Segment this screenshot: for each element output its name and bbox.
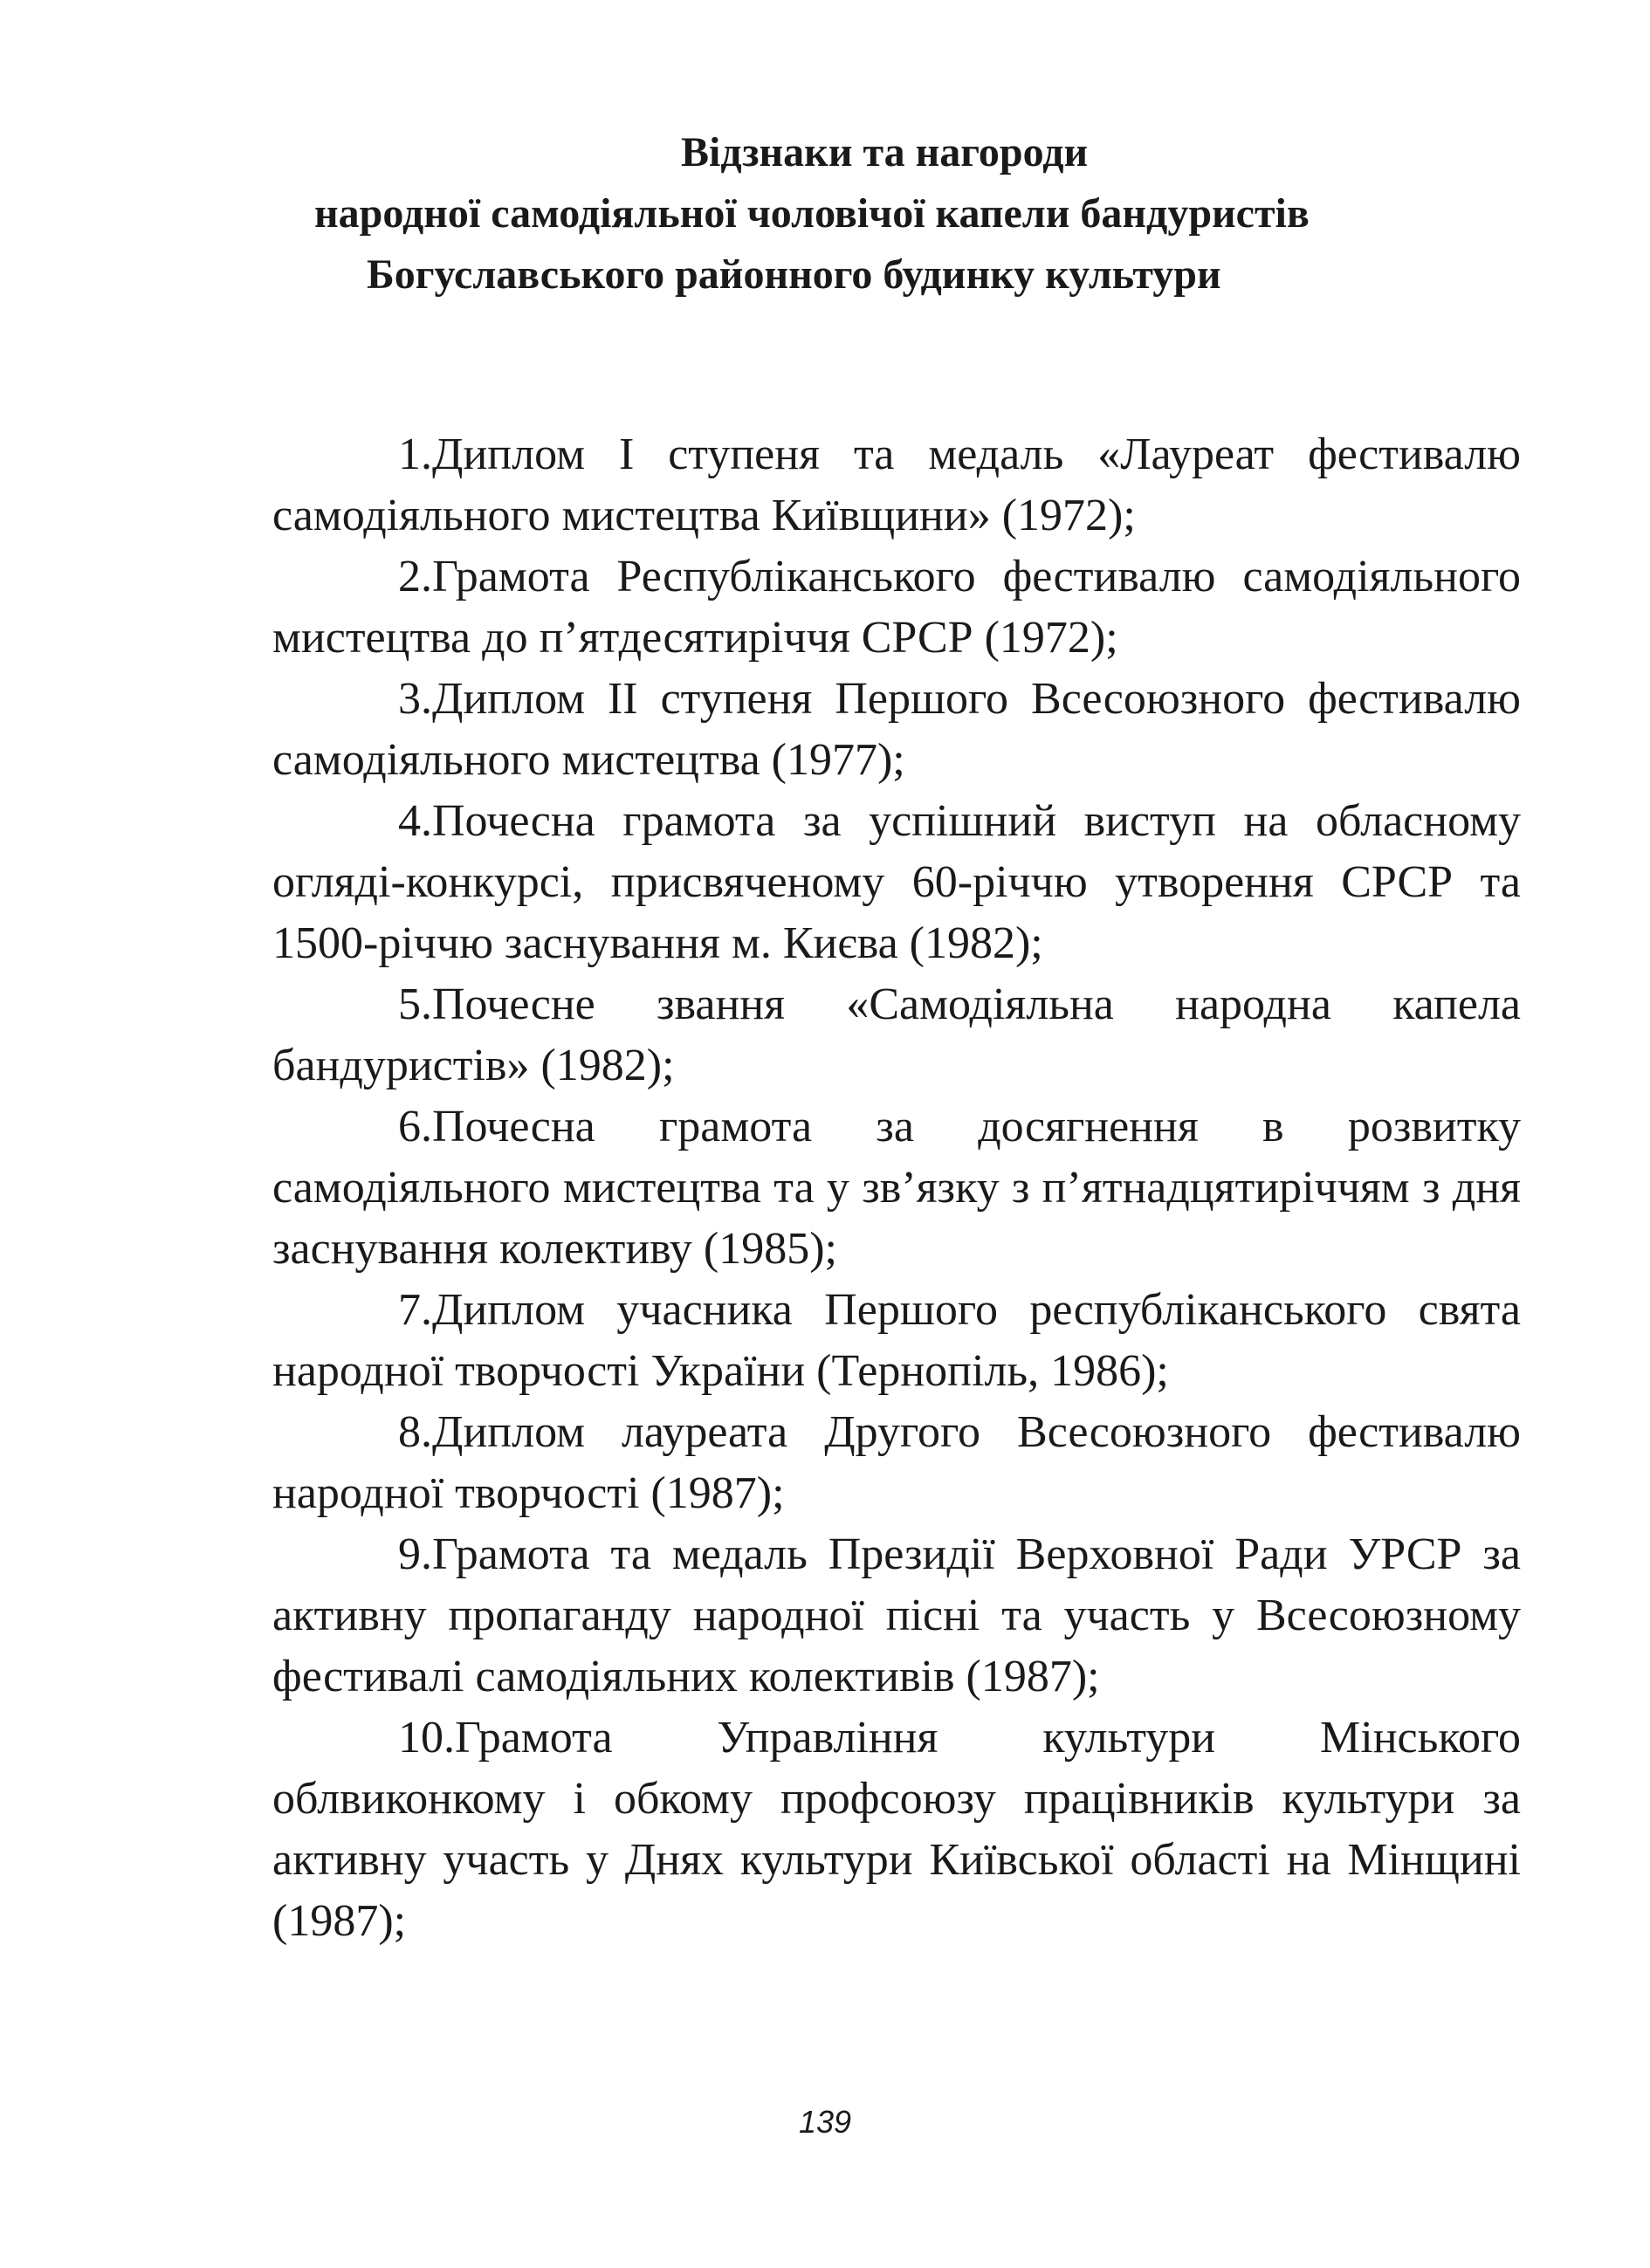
- list-item: [272, 1280, 1521, 1402]
- list-item-number: 9.: [398, 1529, 432, 1579]
- list-item-number: 3.: [398, 674, 432, 724]
- list-item-number: 7.: [398, 1285, 432, 1335]
- list-item: [272, 669, 1521, 791]
- list-item-number: 6.: [398, 1102, 432, 1151]
- list-item: [272, 1708, 1521, 1952]
- list-item: [272, 791, 1521, 974]
- page-number: 139: [798, 2104, 852, 2140]
- list-item: [272, 1096, 1521, 1280]
- list-item-number: 8.: [398, 1407, 432, 1457]
- list-item-number: 1.: [398, 430, 432, 479]
- list-item-text: Диплом учасника Першого республіканського свята народної творчості України (Тернопіль, 1986);: [272, 1285, 1521, 1396]
- list-item-text: Грамота Республіканського фестивалю самодіяльного мистецтва до п’ятдесятиріччя СРСР (1972);: [272, 552, 1521, 663]
- awards-list: [272, 424, 1521, 1952]
- list-item: [272, 424, 1521, 546]
- list-item: [272, 546, 1521, 669]
- title-line-1: Відзнаки та нагороди: [681, 129, 1089, 175]
- list-item-number: 10.: [398, 1713, 455, 1763]
- list-item-text: Диплом лауреата Другого Всесоюзного фестивалю народної творчості (1987);: [272, 1407, 1521, 1518]
- title-line-3: Богуславського районного будинку культури: [367, 251, 1221, 298]
- list-item-number: 5.: [398, 979, 432, 1029]
- list-item-text: Почесна грамота за успішний виступ на обласному огляді-конкурсі, присвяченому 60-річчю утворення СРСР та 1500-річчю заснування м. Києва (1982);: [272, 796, 1521, 968]
- list-item-number: 4.: [398, 796, 432, 846]
- list-item: [272, 1524, 1521, 1708]
- list-item-number: 2.: [398, 552, 432, 601]
- list-item-text: Диплом І ступеня та медаль «Лауреат фестивалю самодіяльного мистецтва Київщини» (1972);: [272, 430, 1521, 540]
- list-item-text: Почесне звання «Самодіяльна народна капела бандуристів» (1982);: [272, 979, 1521, 1090]
- list-item-text: Грамота Управління культури Мінського облвиконкому і обкому профсоюзу працівників культури за активну участь у Днях культури Київської області на Мінщині (1987);: [272, 1713, 1521, 1946]
- list-item: [272, 1402, 1521, 1524]
- list-item: [272, 974, 1521, 1096]
- list-item-text: Грамота та медаль Президії Верховної Ради УРСР за активну пропаганду народної пісні та участь у Всесоюзному фестивалі самодіяльних колективів (1987);: [272, 1529, 1521, 1701]
- list-item-text: Диплом ІІ ступеня Першого Всесоюзного фестивалю самодіяльного мистецтва (1977);: [272, 674, 1521, 785]
- list-item-text: Почесна грамота за досягнення в розвитку самодіяльного мистецтва та у зв’язку з п’ятнадцятиріччям з дня заснування колективу (1985);: [272, 1102, 1521, 1274]
- title-line-2: народної самодіяльної чоловічої капели бандуристів: [314, 190, 1310, 237]
